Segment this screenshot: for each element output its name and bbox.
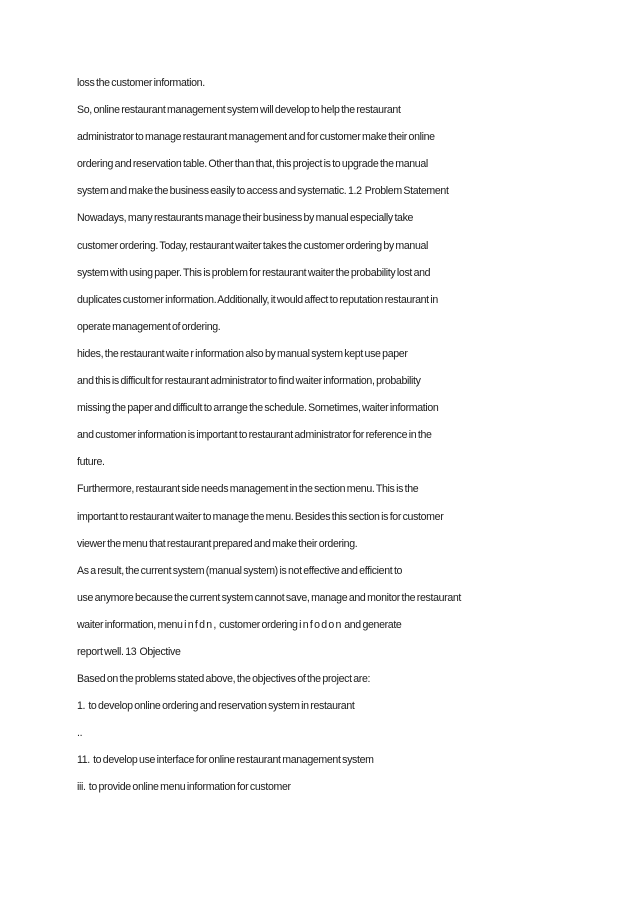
text-line: Nowadays, many restaurants manage their business by manual especially take (77, 212, 414, 225)
text-line: As a result, the current system (manual system) is not effective and efficient to (77, 564, 403, 577)
text-line: hides, the restaurant waite r information also by manual system kept use paper (77, 347, 408, 360)
text-line: and customer information is important to restaurant administrator for reference in the (77, 429, 432, 442)
text-line: important to restaurant waiter to manage the menu. Besides this section is for customer (77, 510, 444, 523)
text-line: use anymore because the current system cannot save, manage and monitor the restaurant (77, 591, 462, 604)
text-line: customer ordering. Today, restaurant waiter takes the customer ordering by manual (77, 239, 429, 252)
text-line: duplicates customer information. Additionally, it would affect to reputation restaurant in (77, 293, 438, 306)
text-line: operate management of ordering. (77, 320, 221, 333)
text-line: So, online restaurant management system will develop to help the restaurant (77, 104, 401, 117)
text-line: .. (77, 727, 83, 740)
text-line: report well. 13 Objective (77, 645, 181, 658)
text-line: future. (77, 456, 105, 469)
text-line: loss the customer information. (77, 77, 205, 89)
text-line: viewer the menu that restaurant prepared and make their ordering. (77, 537, 358, 550)
text-line: Based on the problems stated above, the objectives of the project are: (77, 673, 371, 686)
text-line: iii. to provide online menu information for customer (77, 781, 291, 794)
text-line: and this is difficult for restaurant administrator to find waiter information, probability (77, 375, 421, 388)
text-line: system and make the business easily to access and systematic. 1.2 Problem Statement (77, 185, 449, 198)
text-line: system with using paper. This is problem for restaurant waiter the probability lost and (77, 266, 431, 279)
text-line: 11. to develop use interface for online restaurant management system (77, 754, 374, 767)
text-line: Furthermore, restaurant side needs management in the section menu. This is the (77, 483, 419, 496)
document-body (77, 70, 577, 802)
text-line: 1. to develop online ordering and reservation system in restaurant (77, 700, 355, 713)
text-line: missing the paper and difficult to arrange the schedule. Sometimes, waiter information (77, 402, 439, 415)
text-line: ordering and reservation table. Other than that, this project is to upgrade the manual (77, 158, 428, 171)
text-line: waiter information, menu i n f d n , customer ordering i n f o d o n and generate (77, 618, 402, 631)
text-line: administrator to manage restaurant management and for customer make their online (77, 131, 435, 144)
